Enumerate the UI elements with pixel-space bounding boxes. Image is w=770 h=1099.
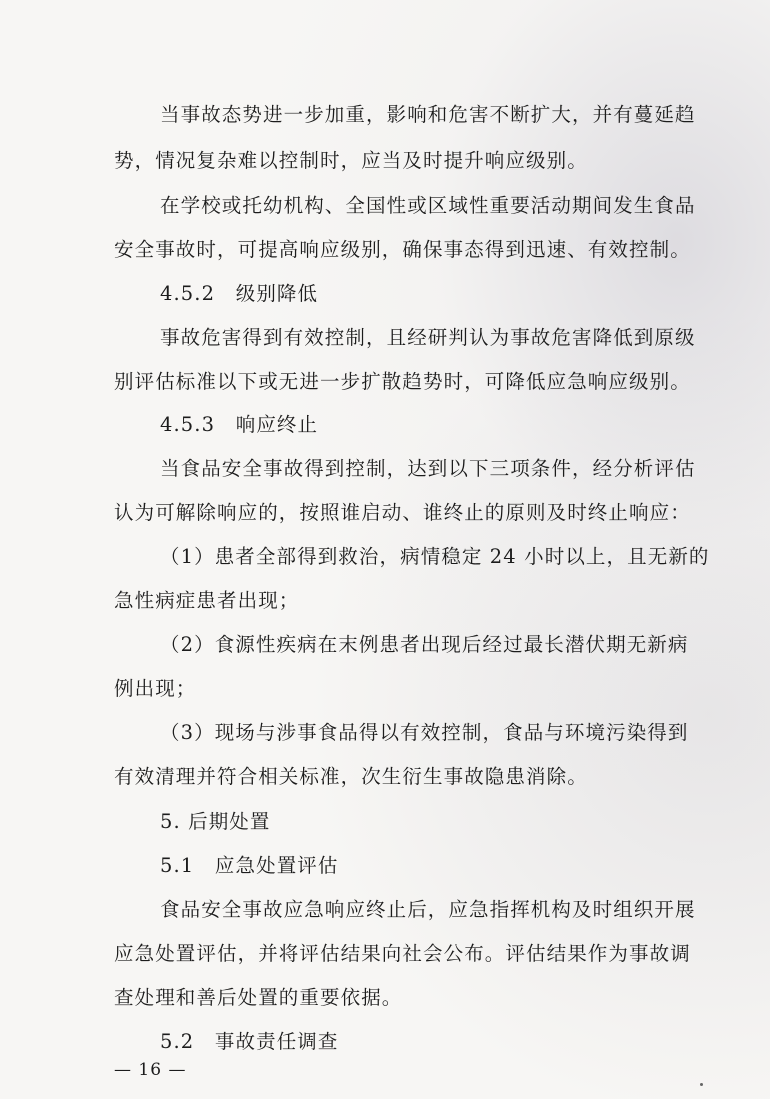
list-item-2: （2）食源性疾病在末例患者出现后经过最长潜伏期无新病: [160, 633, 689, 656]
section-heading-5: 5. 后期处置: [160, 810, 271, 833]
paragraph-line: 安全事故时，可提高响应级别，确保事态得到迅速、有效控制。: [114, 238, 691, 261]
paragraph-line: 急性病症患者出现；: [114, 589, 300, 612]
paragraph-line: 当事故态势进一步加重，影响和危害不断扩大，并有蔓延趋: [160, 103, 696, 126]
paragraph-line: 有效清理并符合相关标准，次生衍生事故隐患消除。: [114, 765, 588, 788]
section-heading-5-2: 5.2 事故责任调查: [160, 1030, 339, 1053]
section-heading-4-5-2: 4.5.2 级别降低: [160, 282, 319, 305]
paragraph-line: 当食品安全事故得到控制，达到以下三项条件，经分析评估: [160, 457, 696, 480]
paragraph-line: 认为可解除响应的，按照谁启动、谁终止的原则及时终止响应：: [114, 501, 691, 524]
page-number: — 16 —: [114, 1060, 187, 1080]
paragraph-line: 事故危害得到有效控制，且经研判认为事故危害降低到原级: [160, 326, 696, 349]
paragraph-line: 势，情况复杂难以控制时，应当及时提升响应级别。: [114, 149, 588, 172]
section-heading-4-5-3: 4.5.3 响应终止: [160, 413, 319, 436]
paragraph-line: 查处理和善后处置的重要依据。: [114, 986, 403, 1009]
paragraph-line: 应急处置评估，并将评估结果向社会公布。评估结果作为事故调: [114, 942, 691, 965]
list-item-3: （3）现场与涉事食品得以有效控制，食品与环境污染得到: [160, 721, 689, 744]
paragraph-line: 食品安全事故应急响应终止后，应急指挥机构及时组织开展: [160, 898, 696, 921]
paragraph-line: 例出现；: [114, 677, 197, 700]
paragraph-line: 别评估标准以下或无进一步扩散趋势时，可降低应急响应级别。: [114, 370, 691, 393]
section-heading-5-1: 5.1 应急处置评估: [160, 854, 339, 877]
list-item-1: （1）患者全部得到救治，病情稳定 24 小时以上，且无新的: [160, 545, 710, 568]
scan-speck: [700, 1083, 703, 1086]
paragraph-line: 在学校或托幼机构、全国性或区域性重要活动期间发生食品: [160, 194, 696, 217]
